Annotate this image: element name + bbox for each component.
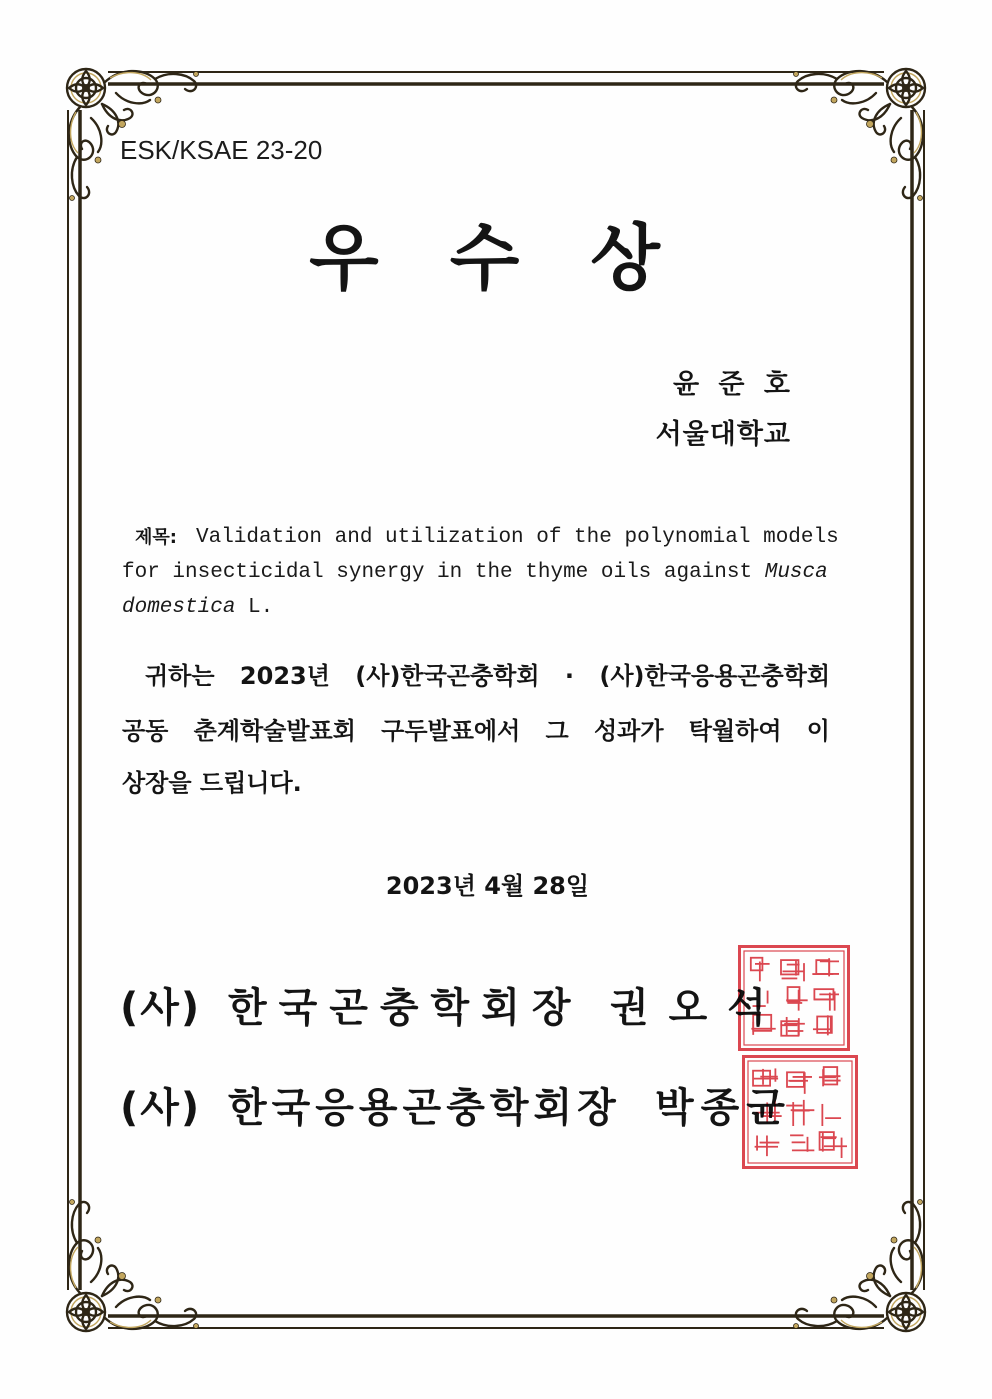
species-authority: L. — [248, 596, 274, 619]
award-date: 2023년 4월 28일 — [385, 872, 590, 900]
official-seal-1 — [738, 945, 850, 1051]
corner-ornament-top-left — [64, 66, 199, 201]
seal-stroke — [787, 1072, 804, 1087]
corner-ornament-top-right — [794, 66, 929, 201]
species-genus: Musca — [764, 561, 828, 584]
subject-text: Validation and utilization of the polynomial models — [196, 526, 839, 549]
corner-ornament-bottom-left — [64, 1200, 199, 1335]
subject-label: 제목: — [135, 527, 177, 548]
citation-line: 귀하는 2023년 (사)한국곤충학회 · (사)한국응용곤충학회 — [145, 662, 830, 690]
subject-line-3 — [122, 590, 273, 625]
signatory-1-prefix: (사) — [120, 985, 202, 1031]
citation-line: 공동 춘계학술발표회 구두발표에서 그 성과가 탁월하여 이 — [122, 717, 830, 745]
signatory-1-name: 권오석 — [610, 985, 786, 1031]
reference-number: ESK/KSAE 23-20 — [120, 135, 323, 165]
subject-line-2 — [122, 555, 828, 590]
seal-stroke — [788, 987, 800, 1001]
signatory-1-title: 한국곤충학회장 — [228, 985, 583, 1031]
species-epithet: domestica — [122, 596, 236, 619]
seal-stroke — [817, 1016, 832, 1032]
signatory-2-prefix: (사) — [120, 1085, 202, 1131]
recipient-name: 윤 준 호 — [672, 369, 795, 400]
signatory-2-title: 한국응용곤충학회장 — [228, 1085, 621, 1131]
corner-ornament-bottom-right — [794, 1200, 929, 1335]
signatory-2-name: 박종균 — [655, 1085, 792, 1131]
award-title: 우 수 상 — [309, 216, 683, 300]
subject-text: for insecticidal synergy in the thyme oils against — [122, 561, 753, 584]
recipient-affiliation: 서울대학교 — [655, 419, 791, 450]
subject-line-1 — [196, 520, 839, 555]
citation-line: 상장을 드립니다. — [122, 769, 302, 797]
official-seal-2 — [742, 1055, 858, 1169]
